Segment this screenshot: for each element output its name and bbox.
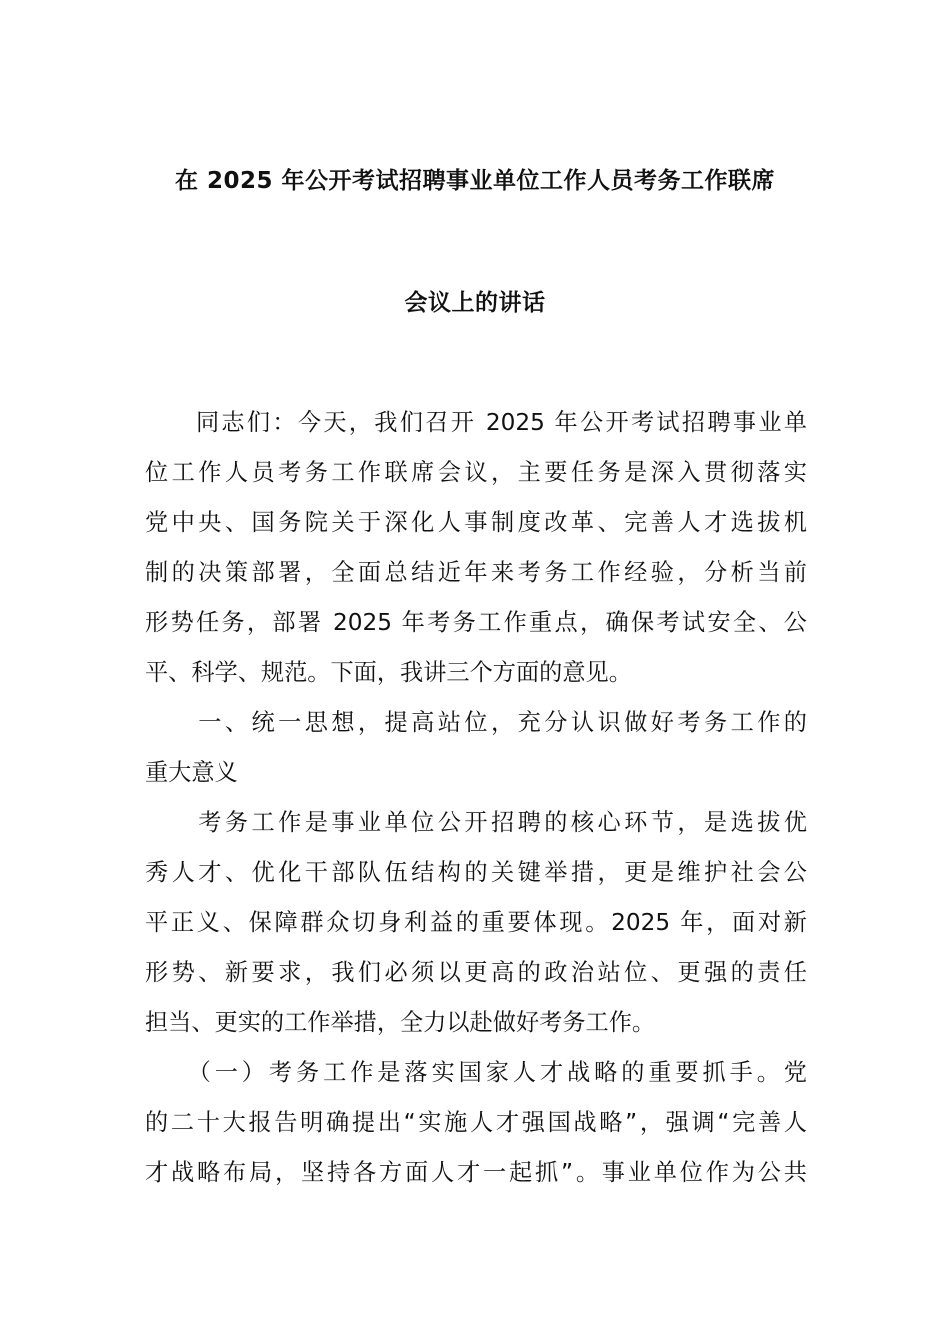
text-line: 才战略布局，坚持各方面人才一起抓”。事业单位作为公共 — [145, 1159, 807, 1186]
text-line: 担当、更实的工作举措，全力以赴做好考务工作。 — [145, 1009, 656, 1036]
text-line: 重大意义 — [145, 759, 238, 786]
text-line: 的二十大报告明确提出“实施人才强国战略”，强调“完善人 — [145, 1109, 807, 1136]
document-body — [145, 398, 807, 1198]
text-line: 平、科学、规范。下面，我讲三个方面的意见。 — [145, 659, 632, 686]
document-title-line-1: 在 2025 年公开考试招聘事业单位工作人员考务工作联席 — [174, 168, 776, 194]
text-line: 形势任务，部署 2025 年考务工作重点，确保考试安全、公 — [145, 609, 807, 636]
text-line: 党中央、国务院关于深化人事制度改革、完善人才选拔机 — [145, 509, 807, 536]
text-line: 形势、新要求，我们必须以更高的政治站位、更强的责任 — [145, 959, 807, 986]
document-title-line-2: 会议上的讲话 — [404, 290, 546, 316]
text-line: （一）考务工作是落实国家人才战略的重要抓手。党 — [145, 1059, 807, 1086]
text-line: 秀人才、优化干部队伍结构的关键举措，更是维护社会公 — [145, 859, 807, 886]
text-line: 平正义、保障群众切身利益的重要体现。2025 年，面对新 — [145, 909, 807, 936]
text-line: 位工作人员考务工作联席会议，主要任务是深入贯彻落实 — [145, 459, 807, 486]
text-line: 制的决策部署，全面总结近年来考务工作经验，分析当前 — [145, 559, 807, 586]
text-line: 一、统一思想，提高站位，充分认识做好考务工作的 — [145, 709, 807, 736]
text-line: 考务工作是事业单位公开招聘的核心环节，是选拔优 — [145, 809, 807, 836]
text-line: 同志们：今天，我们召开 2025 年公开考试招聘事业单 — [145, 409, 807, 436]
